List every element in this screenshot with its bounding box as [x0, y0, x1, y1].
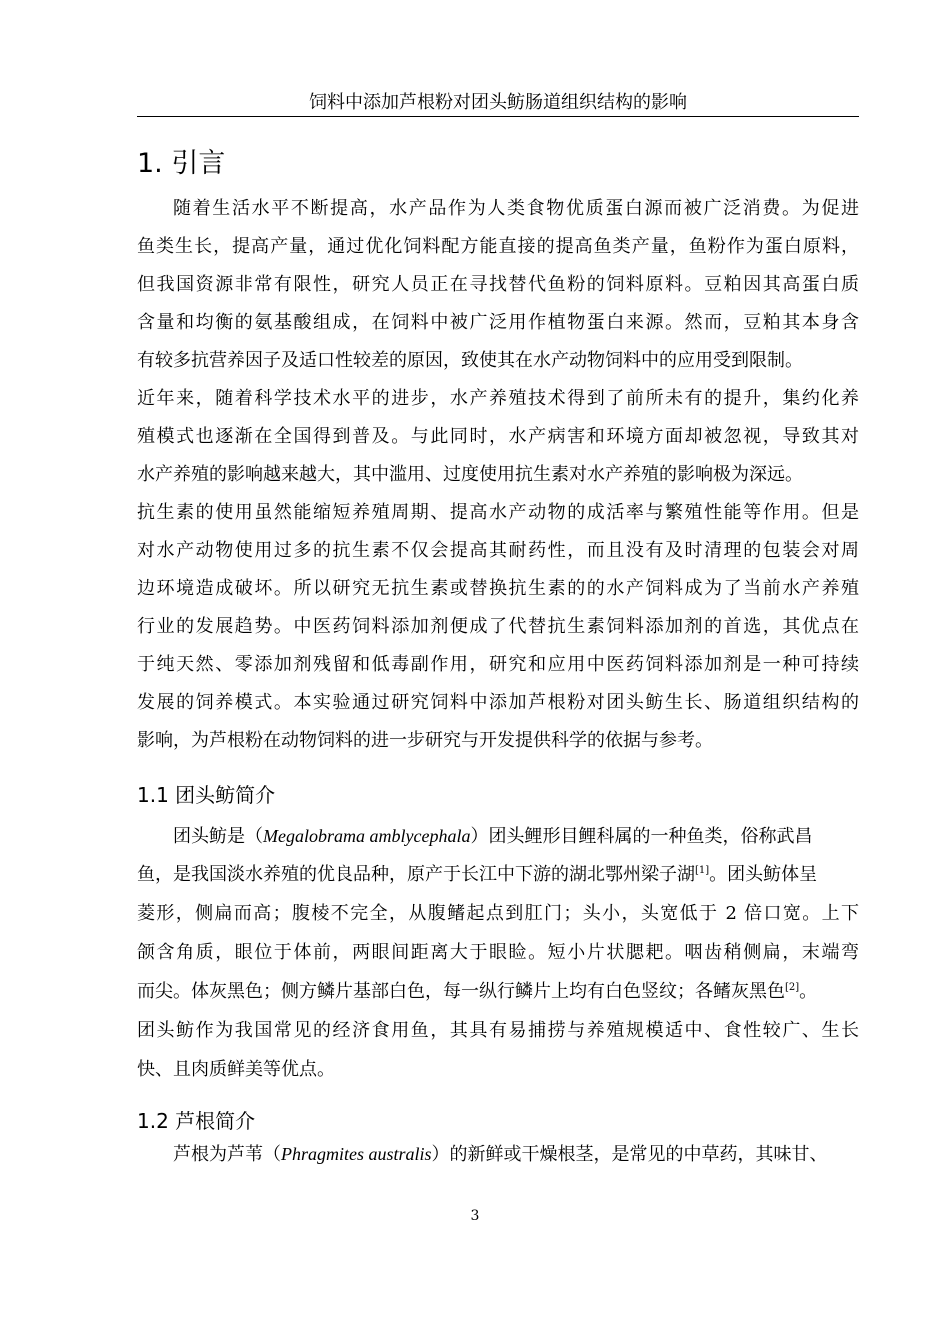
text-run: ）的新鲜或干燥根茎，是常见的中草药，其味甘、: [431, 1144, 828, 1165]
text-run: 。团头鲂体呈: [709, 864, 818, 885]
text-run: 团头鲂是（: [173, 826, 263, 847]
paragraph-line: 对水产动物使用过多的抗生素不仅会提高其耐药性，而且没有及时清理的包装会对周: [137, 540, 859, 561]
paragraph-line: 但我国资源非常有限性，研究人员正在寻找替代鱼粉的饲料原料。豆粕因其高蛋白质: [137, 274, 859, 295]
citation-ref: [2]: [785, 982, 800, 993]
text-run: ）团头鲤形目鲤科属的一种鱼类，俗称武昌: [470, 826, 813, 847]
section-heading-introduction: 1. 引言: [137, 148, 226, 179]
latin-species-name: Megalobrama amblycephala: [263, 826, 471, 846]
paragraph-line: 发展的饲养模式。本实验通过研究饲料中添加芦根粉对团头鲂生长、肠道组织结构的: [137, 692, 859, 713]
paragraph-line: [173, 1141, 859, 1168]
paragraph-line: 鱼类生长，提高产量，通过优化饲料配方能直接的提高鱼类产量，鱼粉作为蛋白原料，: [137, 236, 859, 257]
paragraph-line: [137, 979, 859, 1005]
text-run: 芦根为芦苇（: [173, 1144, 281, 1165]
paragraph-line: 边环境造成破坏。所以研究无抗生素或替换抗生素的的水产饲料成为了当前水产养殖: [137, 578, 859, 599]
paragraph-line: 近年来，随着科学技术水平的进步，水产养殖技术得到了前所未有的提升，集约化养: [137, 388, 859, 409]
paragraph-line: 抗生素的使用虽然能缩短养殖周期、提高水产动物的成活率与繁殖性能等作用。但是: [137, 502, 859, 523]
page-number: 3: [470, 1208, 480, 1224]
header-rule: [137, 116, 859, 117]
paragraph-line: 有较多抗营养因子及适口性较差的原因，致使其在水产动物饲料中的应用受到限制。: [137, 350, 803, 371]
text-run: 。: [799, 981, 818, 1002]
paragraph-line: 影响，为芦根粉在动物饲料的进一步研究与开发提供科学的依据与参考。: [137, 730, 713, 751]
latin-species-name: Phragmites australis: [281, 1144, 432, 1164]
paragraph-line: 殖模式也逐渐在全国得到普及。与此同时，水产病害和环境方面却被忽视，导致其对: [137, 426, 859, 447]
paragraph-line: [137, 862, 859, 888]
paragraph-line: 颌含角质，眼位于体前，两眼间距离大于眼睑。短小片状腮耙。咽齿稍侧扁，末端弯: [137, 942, 859, 963]
text-run: 鱼，是我国淡水养殖的优良品种，原产于长江中下游的湖北鄂州梁子湖: [137, 864, 695, 885]
paragraph-line: 行业的发展趋势。中医药饲料添加剂便成了代替抗生素饲料添加剂的首选，其优点在: [137, 616, 859, 637]
section-heading-reed-root: 1.2 芦根简介: [137, 1109, 256, 1133]
paragraph-line: [173, 823, 859, 850]
section-heading-bream: 1.1 团头鲂简介: [137, 783, 276, 807]
paragraph-line: 快、且肉质鲜美等优点。: [137, 1059, 335, 1080]
paragraph-line: 水产养殖的影响越来越大，其中滥用、过度使用抗生素对水产养殖的影响极为深远。: [137, 464, 803, 485]
paragraph-line: 含量和均衡的氨基酸组成，在饲料中被广泛用作植物蛋白来源。然而，豆粕其本身含: [137, 312, 859, 333]
paragraph-line: 团头鲂作为我国常见的经济食用鱼，其具有易捕捞与养殖规模适中、食性较广、生长: [137, 1020, 859, 1041]
paragraph-line: 随着生活水平不断提高，水产品作为人类食物优质蛋白源而被广泛消费。为促进: [173, 198, 859, 219]
text-run: 而尖。体灰黑色；侧方鳞片基部白色，每一纵行鳞片上均有白色竖纹；各鳍灰黑色: [137, 981, 785, 1002]
running-header: 饲料中添加芦根粉对团头鲂肠道组织结构的影响: [309, 92, 687, 113]
citation-ref: [1]: [695, 865, 710, 876]
paragraph-line: 于纯天然、零添加剂残留和低毒副作用，研究和应用中医药饲料添加剂是一种可持续: [137, 654, 859, 675]
paragraph-line: 菱形，侧扁而高；腹棱不完全，从腹鳍起点到肛门；头小，头宽低于 2 倍口宽。上下: [137, 903, 859, 924]
